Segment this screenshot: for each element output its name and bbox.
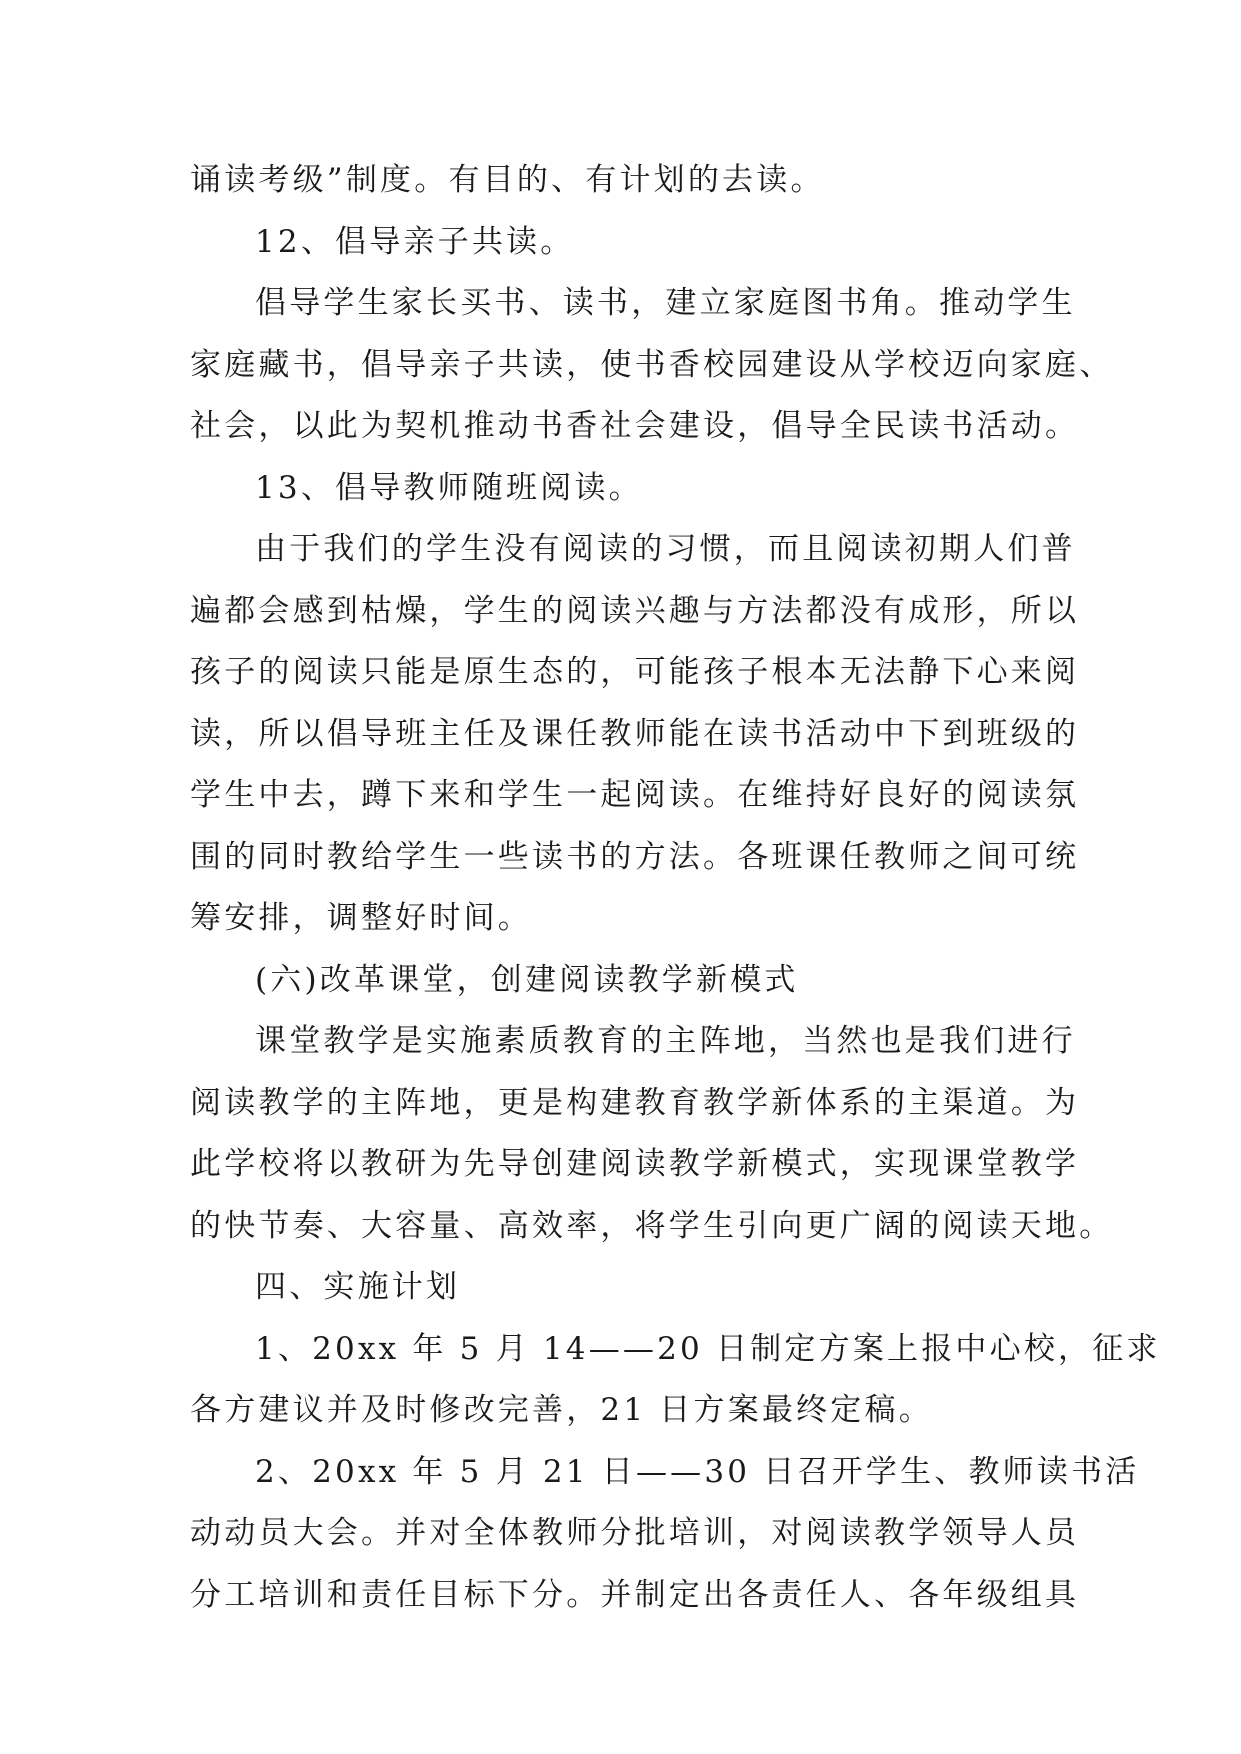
text-line: 诵读考级”制度。有目的、有计划的去读。 [190, 162, 825, 198]
text-line: 孩子的阅读只能是原生态的，可能孩子根本无法静下心来阅 [190, 654, 1080, 690]
text-line: 的快节奏、大容量、高效率，将学生引向更广阔的阅读天地。 [190, 1207, 1114, 1244]
text-line: 筹安排，调整好时间。 [190, 900, 532, 936]
section-heading: 四、实施计划 [255, 1269, 461, 1305]
text-line: 分工培训和责任目标下分。并制定出各责任人、各年级组具 [190, 1576, 1080, 1613]
section-heading: 12、倡导亲子共读。 [255, 223, 575, 260]
section-heading: (六)改革课堂，创建阅读教学新模式 [255, 961, 799, 998]
text-line: 动动员大会。并对全体教师分批培训，对阅读教学领导人员 [190, 1515, 1080, 1551]
text-line: 读，所以倡导班主任及课任教师能在读书活动中下到班级的 [190, 715, 1080, 752]
text-line: 遍都会感到枯燥，学生的阅读兴趣与方法都没有成形，所以 [190, 592, 1080, 629]
text-line: 各方建议并及时修改完善，21 日方案最终定稿。 [190, 1392, 933, 1428]
text-line: 家庭藏书，倡导亲子共读，使书香校园建设从学校迈向家庭、 [190, 346, 1114, 383]
text-line: 社会，以此为契机推动书香社会建设，倡导全民读书活动。 [190, 408, 1080, 444]
text-line: 1、20xx 年 5 月 14——20 日制定方案上报中心校，征求 [255, 1330, 1161, 1367]
text-line: 阅读教学的主阵地，更是构建教育教学新体系的主渠道。为 [190, 1084, 1080, 1121]
document-body [190, 150, 1161, 1626]
text-line: 学生中去，蹲下来和学生一起阅读。在维持好良好的阅读氛 [190, 777, 1080, 813]
text-line: 由于我们的学生没有阅读的习惯，而且阅读初期人们普 [255, 531, 1076, 567]
text-line: 围的同时教给学生一些读书的方法。各班课任教师之间可统 [190, 838, 1080, 875]
text-line: 倡导学生家长买书、读书，建立家庭图书角。推动学生 [255, 285, 1076, 321]
section-heading: 13、倡导教师随班阅读。 [255, 469, 643, 506]
text-line: 此学校将以教研为先导创建阅读教学新模式，实现课堂教学 [190, 1146, 1080, 1182]
text-line: 2、20xx 年 5 月 21 日——30 日召开学生、教师读书活 [255, 1453, 1140, 1490]
text-line: 课堂教学是实施素质教育的主阵地，当然也是我们进行 [255, 1023, 1076, 1059]
